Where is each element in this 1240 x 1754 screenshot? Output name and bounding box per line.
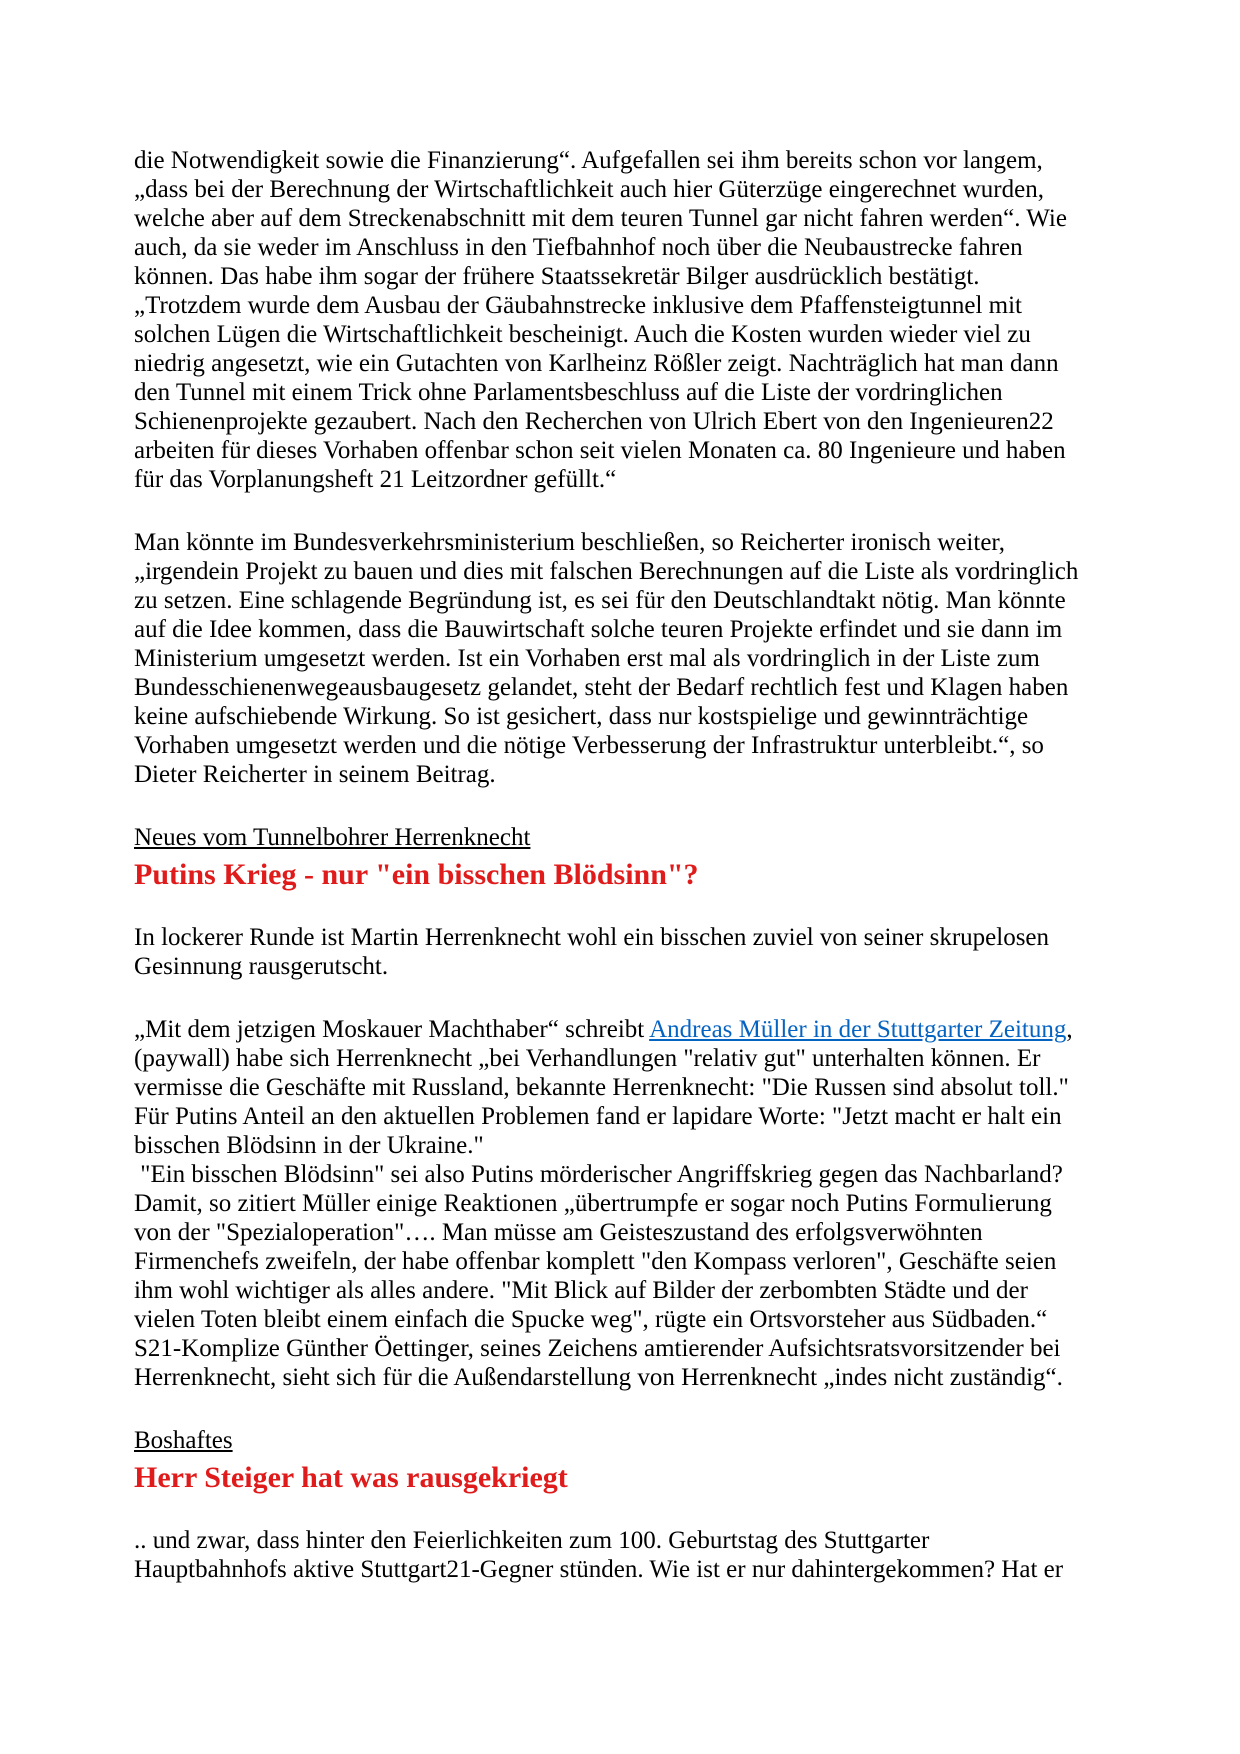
text-run: „irgendein Projekt zu bauen und dies mit falschen Berechnungen auf die Liste als vordringlich bbox=[134, 558, 1079, 585]
text-run: , bbox=[1066, 1016, 1073, 1043]
text-run: (paywall) habe sich Herrenknecht „bei Verhandlungen "relativ gut" unterhalten können. Er bbox=[134, 1045, 1041, 1072]
text-run: für das Vorplanungsheft 21 Leitzordner gefüllt.“ bbox=[134, 466, 617, 493]
text-run: "Ein bisschen Blödsinn" sei also Putins mörderischer Angriffskrieg gegen das Nachbarland? bbox=[134, 1161, 1063, 1188]
text-run: vielen Toten bleibt einem einfach die Spucke weg", rügte ein Ortsvorsteher aus Südbaden.“ bbox=[134, 1306, 1048, 1333]
body-paragraph bbox=[134, 1015, 1120, 1392]
text-run: Hauptbahnhofs aktive Stuttgart21-Gegner stünden. Wie ist er nur dahintergekommen? Hat er bbox=[134, 1556, 1064, 1583]
text-run: Für Putins Anteil an den aktuellen Problemen fand er lapidare Worte: "Jetzt macht er halt ein bbox=[134, 1103, 1062, 1130]
text-run: Firmenchefs zweifeln, der habe offenbar komplett "den Kompass verloren", Geschäfte seien bbox=[134, 1248, 1057, 1275]
body-paragraph bbox=[134, 923, 1120, 981]
text-run: vermisse die Geschäfte mit Russland, bekannte Herrenknecht: "Die Russen sind absolut toll." bbox=[134, 1074, 1069, 1101]
stuttgarter-zeitung-link[interactable]: Andreas Müller in der Stuttgarter Zeitung bbox=[649, 1016, 1067, 1043]
text-run: die Notwendigkeit sowie die Finanzierung“. Aufgefallen sei ihm bereits schon vor langem, bbox=[134, 147, 1043, 174]
document-body bbox=[134, 146, 1120, 1584]
text-run: können. Das habe ihm sogar der frühere Staatssekretär Bilger ausdrücklich bestätigt. bbox=[134, 263, 980, 290]
text-run: auch, da sie weder im Anschluss in den Tiefbahnhof noch über die Neubaustrecke fahren bbox=[134, 234, 1023, 261]
text-run: ihm wohl wichtiger als alles andere. "Mit Blick auf Bilder der zerbombten Städte und der bbox=[134, 1277, 1028, 1304]
text-run: Man könnte im Bundesverkehrsministerium beschließen, so Reicherter ironisch weiter, bbox=[134, 529, 1005, 556]
text-run: In lockerer Runde ist Martin Herrenknecht wohl ein bisschen zuviel von seiner skrupelosen bbox=[134, 924, 1050, 951]
body-paragraph bbox=[134, 1526, 1120, 1584]
text-run: solchen Lügen die Wirtschaftlichkeit bescheinigt. Auch die Kosten wurden wieder viel zu bbox=[134, 321, 1031, 348]
article-heading-herr-steiger: Herr Steiger hat was rausgekriegt bbox=[134, 1461, 568, 1494]
text-run: Bundesschienenwegeausbaugesetz gelandet, steht der Bedarf rechtlich fest und Klagen haben bbox=[134, 674, 1069, 701]
text-run: Herrenknecht, sieht sich für die Außendarstellung von Herrenknecht „indes nicht zuständig“. bbox=[134, 1364, 1063, 1391]
text-run: Schienenprojekte gezaubert. Nach den Recherchen von Ulrich Ebert von den Ingenieuren22 bbox=[134, 408, 1054, 435]
text-run: Damit, so zitiert Müller einige Reaktionen „übertrumpfe er sogar noch Putins Formulierung bbox=[134, 1190, 1052, 1217]
text-run: Vorhaben umgesetzt werden und die nötige Verbesserung der Infrastruktur unterbleibt.“, so bbox=[134, 732, 1044, 759]
text-run: Ministerium umgesetzt werden. Ist ein Vorhaben erst mal als vordringlich in der Liste zum bbox=[134, 645, 1040, 672]
text-run: bisschen Blödsinn in der Ukraine." bbox=[134, 1132, 484, 1159]
text-run: „dass bei der Berechnung der Wirtschaftlichkeit auch hier Güterzüge eingerechnet wurden, bbox=[134, 176, 1044, 203]
text-run: Dieter Reicherter in seinem Beitrag. bbox=[134, 761, 496, 788]
text-run: Gesinnung rausgerutscht. bbox=[134, 953, 389, 980]
text-run: arbeiten für dieses Vorhaben offenbar schon seit vielen Monaten ca. 80 Ingenieure und haben bbox=[134, 437, 1066, 464]
text-run: auf die Idee kommen, dass die Bauwirtschaft solche teuren Projekte erfindet und sie dann im bbox=[134, 616, 1063, 643]
text-run: den Tunnel mit einem Trick ohne Parlamentsbeschluss auf die Liste der vordringlichen bbox=[134, 379, 1003, 406]
body-paragraph bbox=[134, 528, 1120, 789]
text-run: zu setzen. Eine schlagende Begründung ist, es sei für den Deutschlandtakt nötig. Man könnte bbox=[134, 587, 1066, 614]
text-run: von der "Spezialoperation"…. Man müsse am Geisteszustand des erfolgsverwöhnten bbox=[134, 1219, 983, 1246]
article-heading-putins-krieg: Putins Krieg - nur "ein bisschen Blödsinn"? bbox=[134, 858, 699, 891]
text-run: .. und zwar, dass hinter den Feierlichkeiten zum 100. Geburtstag des Stuttgarter bbox=[134, 1527, 930, 1554]
text-run: niedrig angesetzt, wie ein Gutachten von Karlheinz Rößler zeigt. Nachträglich hat man dann bbox=[134, 350, 1059, 377]
body-paragraph bbox=[134, 146, 1120, 494]
text-run: welche aber auf dem Streckenabschnitt mit dem teuren Tunnel gar nicht fahren werden“. Wie bbox=[134, 205, 1067, 232]
text-run: keine aufschiebende Wirkung. So ist gesichert, dass nur kostspielige und gewinnträchtige bbox=[134, 703, 1029, 730]
section-label-boshaftes: Boshaftes bbox=[134, 1427, 233, 1454]
text-run: „Mit dem jetzigen Moskauer Machthaber“ schreibt bbox=[134, 1016, 650, 1043]
text-run: S21-Komplize Günther Öettinger, seines Zeichens amtierender Aufsichtsratsvorsitzender bei bbox=[134, 1335, 1061, 1362]
section-label-herrenknecht: Neues vom Tunnelbohrer Herrenknecht bbox=[134, 824, 531, 851]
text-run: „Trotzdem wurde dem Ausbau der Gäubahnstrecke inklusive dem Pfaffensteigtunnel mit bbox=[134, 292, 1022, 319]
